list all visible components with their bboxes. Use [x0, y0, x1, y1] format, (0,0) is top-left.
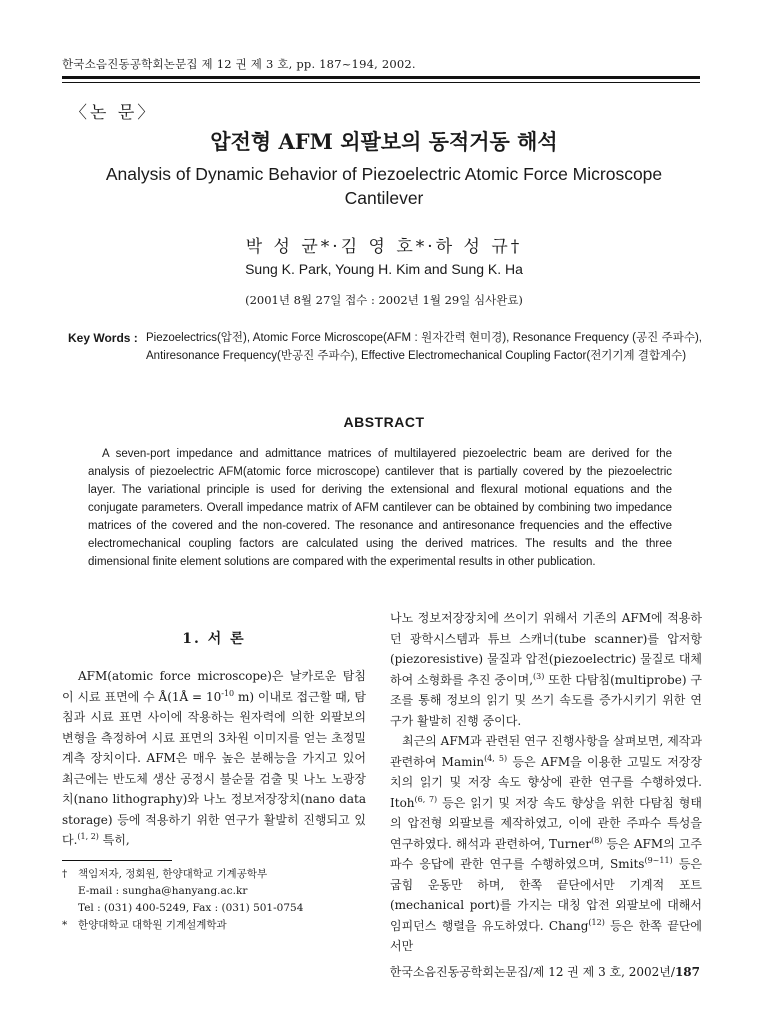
reference-mark: (4, 5) [484, 753, 508, 763]
text-run: 등은 굽힘 운동만 하며, 한쪽 끝단에서만 기계적 포트(mechanical port)를 가지는 대칭 압전 외팔보에 대해서 임피던스 행렬을 유도하였다. Chang [390, 857, 703, 933]
header-rule-thick [62, 76, 700, 79]
footnotes [62, 866, 366, 934]
title-korean: 압전형 AFM 외팔보의 동적거동 해석 [210, 129, 558, 154]
footnote-coauthors [62, 917, 366, 934]
article-category: 〈논 문〉 [70, 103, 158, 123]
received-dates: (2001년 8월 27일 접수 : 2002년 1월 29일 심사완료) [245, 293, 523, 307]
abstract-title: ABSTRACT [343, 414, 425, 430]
abstract-text: A seven-port impedance and admittance matrices of multilayered piezoelectric beam are derived for the analysis of piezoelectric AFM(atomic force microscope) cantilever that is partially covered by the piezoelectric layer. The variational principle is used for deriving the extensional and flexural motional equations and the conjugate parameters. Overall impedance matrix of AFM cantilever can be obtained by combining two impedance matrices of the covered and the non-covered. The resonance and antiresonance frequencies and the effective electromechanical coupling factors are calculated using the derived matrices. The results and the three dimensional finite element solutions are compared with the experimental results in other publication. [88, 448, 672, 568]
text-run: 등은 AFM을 이용한 고밀도 저장장치의 읽기 및 저장 속도 향상에 관한 연구를 수행하였다. Itoh [390, 754, 702, 810]
dagger-mark: † [62, 868, 68, 880]
keywords-label: Key Words : [68, 331, 138, 345]
asterisk-mark: * [62, 919, 68, 931]
text-run: AFM(atomic force microscope)은 날카로운 탐침이 시료 표면에 수 Å(1Å = 10 [62, 669, 366, 704]
text-run: 또한 다탐침(multiprobe) 구조를 통해 정보의 읽기 및 쓰기 속도를 증가시키기 위한 연구가 활발히 진행 중이다. [390, 672, 702, 728]
footnote-corresponding-author [62, 866, 366, 917]
footer-journal: 한국소음진동공학회논문집/제 12 권 제 3 호, 2002년/ [389, 965, 675, 979]
title-english: Analysis of Dynamic Behavior of Piezoelectric Atomic Force Microscope Cantilever [105, 164, 663, 208]
text-run: 등은 AFM의 고주파수 응답에 관한 연구를 수행하였으며, Smits [390, 836, 702, 871]
left-column-paragraph [62, 666, 366, 851]
reference-mark: (9~11) [644, 856, 673, 865]
text-run: 등은 읽기 및 저장 속도 향상을 위한 다탐침 형태의 압전형 외팔보를 제작하였고, 이에 관한 주파수 특성을 연구하였다. 해석과 관련하여, Turner [390, 795, 702, 851]
right-column [390, 608, 702, 957]
page-number: 187 [674, 965, 700, 979]
keywords-text: Piezoelectrics(압전), Atomic Force Microscope(AFM : 원자간력 현미경), Resonance Frequency (공진 주파수), Antiresonance Frequency(반공진 주파수), Effective Electromechanical Coupling Factor(전기기계 결합계수) [146, 332, 702, 362]
journal-citation-header: 한국소음진동공학회논문집 제 12 권 제 3 호, pp. 187~194, 2002. [62, 57, 416, 71]
footnote-affiliation: 책임저자, 정회원, 한양대학교 기계공학부 [78, 868, 268, 880]
footnote-coauthor-affiliation: 한양대학교 대학원 기계설계학과 [78, 919, 227, 931]
reference-mark: (8) [591, 835, 603, 845]
footnote-phone-fax: Tel : (031) 400-5249, Fax : (031) 501-0754 [78, 902, 304, 914]
section-1-title: 1. 서 론 [182, 631, 246, 647]
authors-korean: 박 성 균*·김 영 호*·하 성 규† [245, 237, 523, 257]
footnote-email: E-mail : sungha@hanyang.ac.kr [78, 885, 248, 897]
text-run: 나노 정보저장장치에 쓰이기 위해서 기존의 AFM에 적용하던 광학시스템과 튜브 스캐너(tube scanner)를 압저항(piezoresistive) 물질과 압전(piezoelectric) 물질로 대체하여 소형화를 추진 중이며, [390, 611, 702, 687]
exponent: -10 [221, 688, 235, 698]
text-run: m) 이내로 접근할 때, 탐침과 시료 표면 사이에 작용하는 원자력에 의한 외팔보의 변형을 측정하여 시료 표면의 3차원 이미지를 얻는 초정밀 계측 장치이다. AFM은 매우 높은 분해능을 가지고 있어 최근에는 반도체 생산 공정시 불순물 검출 및 나노 노광장치(nano lithography)와 나노 정보저장장치(nano data storage) 등에 적용하기 위한 연구가 활발히 진행되고 있다. [62, 689, 366, 847]
reference-mark: (6, 7) [414, 794, 438, 804]
text-run: 특히, [98, 833, 130, 847]
footnote-rule [62, 860, 172, 861]
page-footer [390, 963, 700, 980]
text-run: 등은 한쪽 끝단에서만 [390, 918, 703, 953]
reference-mark: (1, 2) [77, 832, 99, 841]
header-rule-thin [62, 82, 700, 83]
text-run: 최근의 AFM과 관련된 연구 진행사항을 살펴보면, 제작과 관련하여 Mamin [390, 734, 702, 769]
reference-mark: (3) [533, 671, 545, 681]
right-column-paragraph-2 [390, 731, 702, 957]
reference-mark: (12) [588, 917, 605, 927]
right-column-paragraph-1 [390, 608, 702, 731]
authors-english: Sung K. Park, Young H. Kim and Sung K. Ha [245, 261, 523, 277]
